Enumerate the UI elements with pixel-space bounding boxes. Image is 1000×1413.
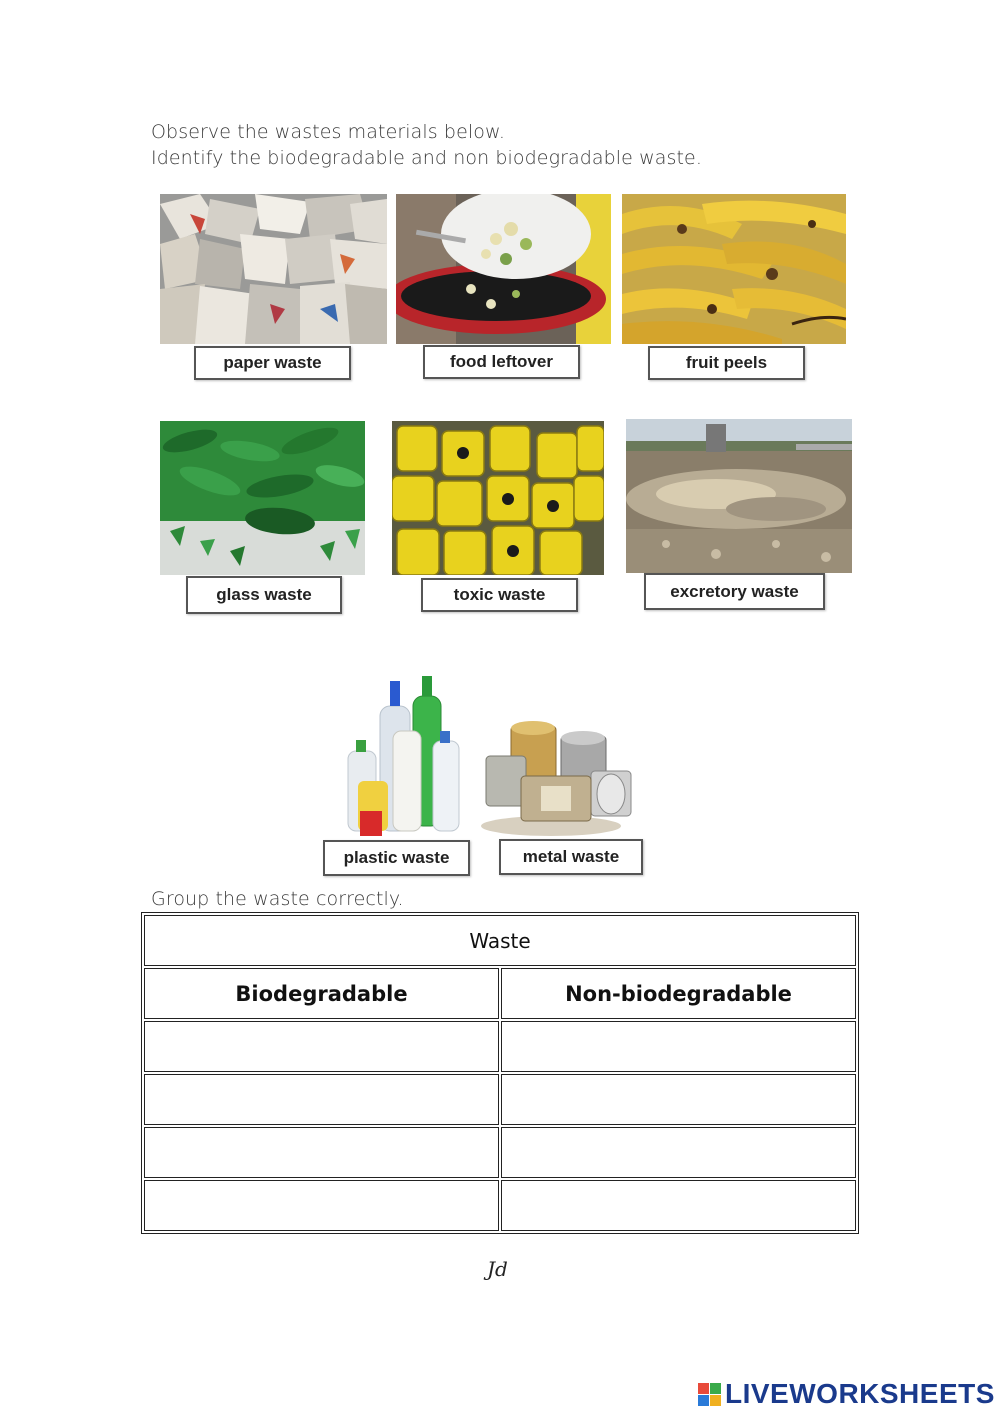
table-title: Waste xyxy=(144,915,856,966)
food-leftover-label[interactable]: food leftover xyxy=(423,345,580,379)
biodegradable-drop-cell[interactable] xyxy=(144,1180,499,1231)
paper-waste-image xyxy=(160,194,387,344)
biodegradable-drop-cell[interactable] xyxy=(144,1074,499,1125)
excretory-waste-label[interactable]: excretory waste xyxy=(644,573,825,610)
metal-waste-image xyxy=(481,716,645,840)
biodegradable-drop-cell[interactable] xyxy=(144,1127,499,1178)
fruit-peels-label[interactable]: fruit peels xyxy=(648,346,805,380)
waste-table xyxy=(141,912,859,1234)
non-biodegradable-drop-cell[interactable] xyxy=(501,1127,856,1178)
plastic-waste-label[interactable]: plastic waste xyxy=(323,840,470,876)
biodegradable-drop-cell[interactable] xyxy=(144,1021,499,1072)
instruction-line-2: Identify the biodegradable and non biodegradable waste. xyxy=(151,147,702,169)
non-biodegradable-drop-cell[interactable] xyxy=(501,1180,856,1231)
toxic-waste-image xyxy=(392,421,604,575)
non-biodegradable-drop-cell[interactable] xyxy=(501,1021,856,1072)
brand-logo xyxy=(698,1378,995,1410)
glass-waste-image xyxy=(160,421,365,575)
metal-waste-label[interactable]: metal waste xyxy=(499,839,643,875)
food-leftover-image xyxy=(396,194,611,344)
toxic-waste-label[interactable]: toxic waste xyxy=(421,578,578,612)
brand-icon xyxy=(698,1383,721,1406)
plastic-waste-image xyxy=(338,676,466,838)
paper-waste-label[interactable]: paper waste xyxy=(194,346,351,380)
fruit-peels-image xyxy=(622,194,846,344)
author-signature: Jd xyxy=(487,1257,508,1281)
glass-waste-label[interactable]: glass waste xyxy=(186,576,342,614)
instruction-line-1: Observe the wastes materials below. xyxy=(151,121,505,143)
biodegradable-header: Biodegradable xyxy=(144,968,499,1019)
excretory-waste-image xyxy=(626,419,852,573)
group-instruction: Group the waste correctly. xyxy=(151,888,404,910)
non-biodegradable-drop-cell[interactable] xyxy=(501,1074,856,1125)
non-biodegradable-header: Non-biodegradable xyxy=(501,968,856,1019)
brand-name: LIVEWORKSHEETS xyxy=(725,1378,995,1409)
